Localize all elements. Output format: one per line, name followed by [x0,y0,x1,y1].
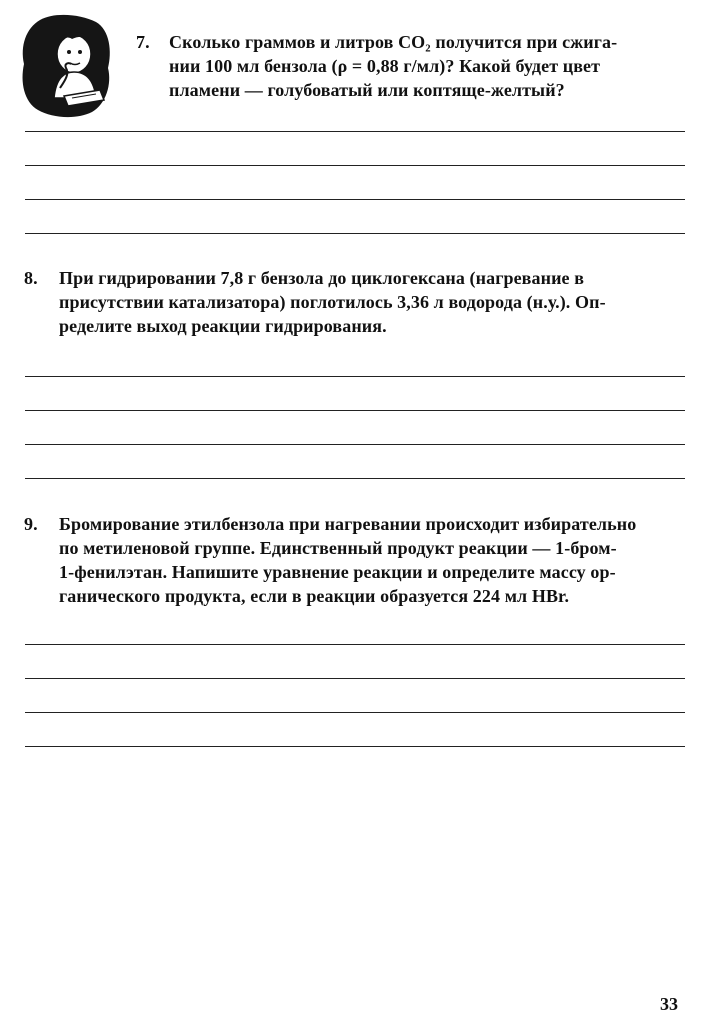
task-9-text-line-4: ганического продукта, если в реакции образуется 224 мл HBr. [59,586,570,606]
task-8 [24,266,606,338]
answer-line[interactable] [25,678,685,679]
task-7-number: 7. [136,32,150,52]
task-9-text-line-3: 1-фенилэтан. Напишите уравнение реакции и определите массу ор- [59,562,616,582]
answer-line[interactable] [25,746,685,747]
task-7-text-line-3: пламени — голубоватый или коптяще-желтый? [169,80,565,100]
answer-line[interactable] [25,444,685,445]
task-9 [24,512,636,608]
task-8-text-line-3: ределите выход реакции гидрирования. [59,316,387,336]
answer-line[interactable] [25,131,685,132]
task-8-text-line-2: присутствии катализатора) поглотилось 3,36 л водорода (н.у.). Оп- [59,292,606,312]
answer-line[interactable] [25,478,685,479]
answer-line[interactable] [25,410,685,411]
thinking-student-icon [18,12,118,120]
task-7-text-line-1: Сколько граммов и литров CO₂ получится при сжига- [169,32,618,52]
answer-line[interactable] [25,644,685,645]
answer-line[interactable] [25,712,685,713]
thinking-student-illustration [18,12,118,120]
task-9-number: 9. [24,514,38,534]
answer-line[interactable] [25,233,685,234]
task-7 [136,30,617,102]
task-8-number: 8. [24,268,38,288]
task-9-text-line-2: по метиленовой группе. Единственный продукт реакции — 1-бром- [59,538,617,558]
page-number: 33 [660,994,678,1014]
task-9-text-line-1: Бромирование этилбензола при нагревании происходит избирательно [59,514,637,534]
answer-line[interactable] [25,376,685,377]
task-7-text-line-2: нии 100 мл бензола (ρ = 0,88 г/мл)? Какой будет цвет [169,56,601,76]
answer-line[interactable] [25,199,685,200]
task-8-text-line-1: При гидрировании 7,8 г бензола до циклогексана (нагревание в [59,268,585,288]
answer-line[interactable] [25,165,685,166]
